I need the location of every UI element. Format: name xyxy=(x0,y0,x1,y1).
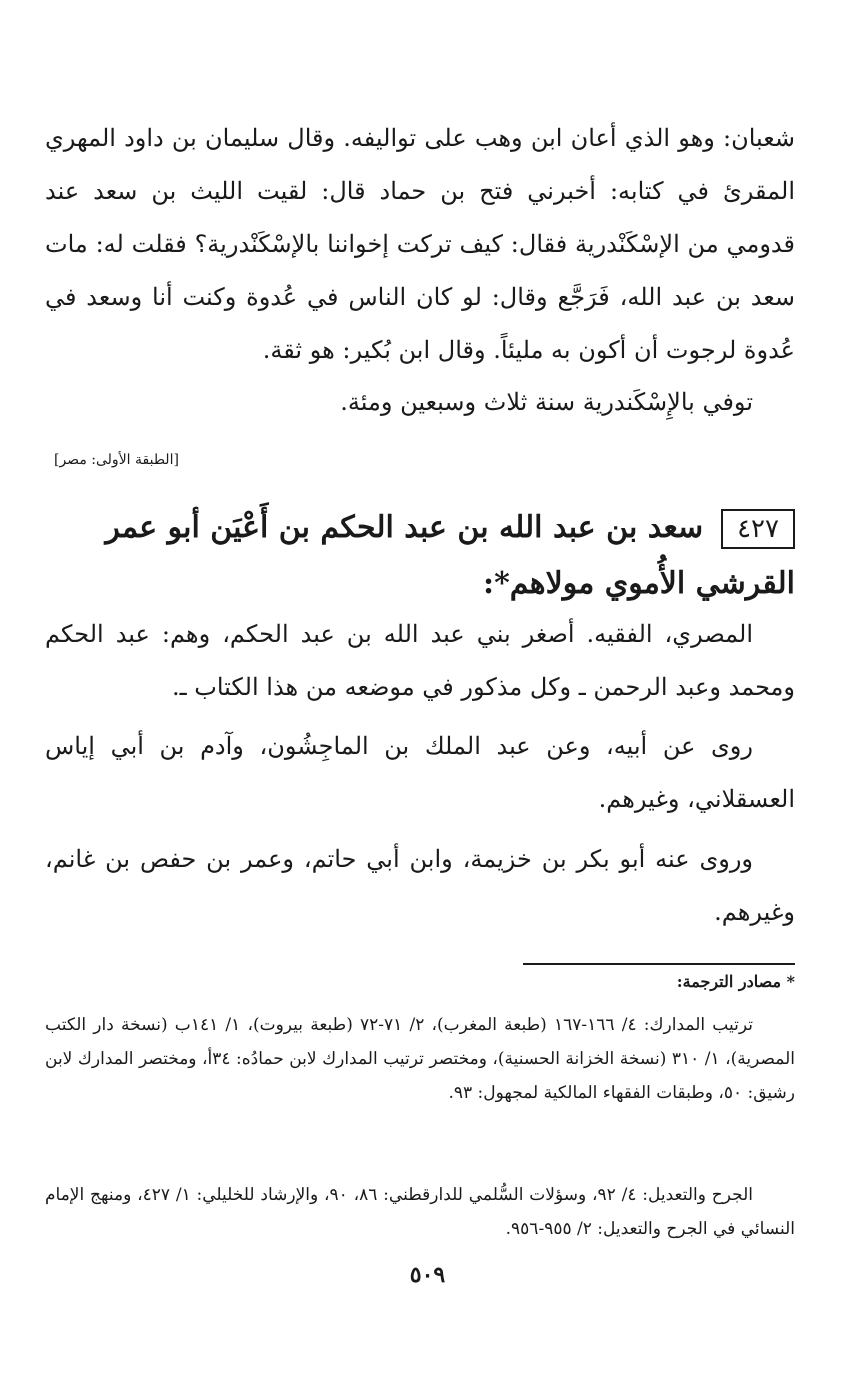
biography-continuation: شعبان: وهو الذي أعان ابن وهب على تواليفه. وقال سليمان بن داود المهري المقرئ في كتابه: أخبرني فتح بن حماد قال: لقيت الليث بن سعد عند قدومي من الإسْكَنْدرية فقال: كيف تركت إخواننا بالإسْكَنْدرية؟ فقلت له: مات سعد بن عبد الله، فَرَجَّع وقال: لو كان الناس في عُدوة وكنت أنا وسعد في عُدوة لرجوت أن أكون به مليئاً. وقال ابن بُكير: هو ثقة. xyxy=(45,124,795,364)
entry-paragraph: وروى عنه أبو بكر بن خزيمة، وابن أبي حاتم، وعمر بن حفص بن غانم، وغيرهم. xyxy=(45,845,795,926)
entry-paragraph: المصري، الفقيه. أصغر بني عبد الله بن عبد الحكم، وهم: عبد الحكم ومحمد وعبد الرحمن ـ وكل مذكور في موضعه من هذا الكتاب ـ. xyxy=(45,620,795,701)
footnote-title: * مصادر الترجمة: xyxy=(676,972,795,991)
entry-heading xyxy=(45,500,795,612)
footnote-divider xyxy=(523,963,795,965)
death-note: توفي بالإِسْكَندرية سنة ثلاث وسبعين ومئة. xyxy=(340,388,753,416)
footnote: ترتيب المدارك: ٤/ ١٦٦-١٦٧ (طبعة المغرب)، ٢/ ٧١-٧٢ (طبعة بيروت)، ١/ ١٤١ب (نسخة دار الكتب المصرية)، ١/ ٣١٠ (نسخة الخزانة الحسنية)، ومختصر ترتيب المدارك لابن حمادُه: ٣٤أ، ومختصر المدارك لابن رشيق: ٥٠، وطبقات الفقهاء المالكية لمجهول: ٩٣. xyxy=(45,1015,795,1103)
section-tag: [الطبقة الأولى: مصر] xyxy=(54,452,179,468)
footnote: الجرح والتعديل: ٤/ ٩٢، وسؤلات السُّلمي للدارقطني: ٨٦، ٩٠، والإرشاد للخليلي: ١/ ٤٢٧، ومنهج الإمام النسائي في الجرح والتعديل: ٢/ ٩٥٥-٩٥٦. xyxy=(45,1185,795,1239)
entry-title: سعد بن عبد الله بن عبد الحكم بن أَعْيَن أبو عمر القرشي الأُموي مولاهم*: xyxy=(105,510,795,601)
entry-paragraph: روى عن أبيه، وعن عبد الملك بن الماجِشُون، وآدم بن أبي إياس العسقلاني، وغيرهم. xyxy=(45,732,795,813)
page-number: ٥٠٩ xyxy=(409,1262,446,1288)
entry-number: ٤٢٧ xyxy=(721,509,795,549)
